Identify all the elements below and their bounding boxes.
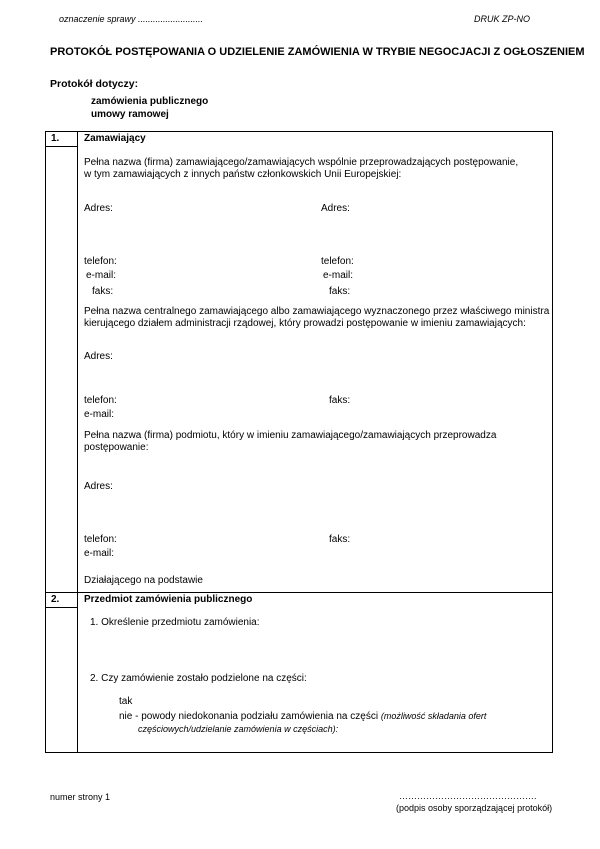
answer-no-text: nie - powody niedokonania podziału zamówienia na części <box>119 711 381 722</box>
basis-label: Działającego na podstawie <box>84 575 203 586</box>
answer-no-note-line2: częściowych/udzielanie zamówienia w częściach): <box>138 724 339 734</box>
concerns-label: Protokół dotyczy: <box>50 78 139 90</box>
division-question: 2. Czy zamówienie zostało podzielone na części: <box>90 673 307 684</box>
entity-phone-label: telefon: <box>84 534 117 545</box>
document-title: PROTOKÓŁ POSTĘPOWANIA O UDZIELENIE ZAMÓWIENIA W TRYBIE NEGOCJACJI Z OGŁOSZENIEM <box>50 46 585 58</box>
signature-line: ………………………………………. <box>399 791 537 801</box>
email-label-2: e-mail: <box>323 270 354 281</box>
entity-fax-label: faks: <box>329 534 351 545</box>
entity-address-label: Adres: <box>84 481 113 492</box>
form-code: DRUK ZP-NO <box>474 14 530 24</box>
central-phone-label: telefon: <box>84 395 117 406</box>
section-1-number: 1. <box>51 133 60 144</box>
answer-yes: tak <box>119 696 133 707</box>
contracting-authority-name-line1: Pełna nazwa (firma) zamawiającego/zamawiających wspólnie przeprowadzających postępowanie, <box>84 157 519 168</box>
address-label-2: Adres: <box>321 203 350 214</box>
number-cell-divider-2 <box>45 607 78 608</box>
subject-description-label: 1. Określenie przedmiotu zamówienia: <box>90 617 260 628</box>
option-public-procurement: zamówienia publicznego <box>91 96 209 107</box>
number-cell-divider <box>45 146 78 147</box>
address-label: Adres: <box>84 203 113 214</box>
case-marking: oznaczenie sprawy .......................... <box>59 14 204 24</box>
entity-name-line2: postępowanie: <box>84 442 149 453</box>
answer-no-note: (możliwość składania ofert <box>380 711 487 721</box>
signature-caption: (podpis osoby sporządzającej protokół) <box>396 803 553 813</box>
phone-label: telefon: <box>84 256 117 267</box>
answer-no <box>119 711 486 722</box>
email-label: e-mail: <box>86 270 117 281</box>
column-divider <box>77 131 78 753</box>
section-2-heading: Przedmiot zamówienia publicznego <box>84 594 253 605</box>
central-address-label: Adres: <box>84 351 113 362</box>
central-fax-label: faks: <box>329 395 351 406</box>
entity-email-label: e-mail: <box>84 548 115 559</box>
central-authority-line2: kierującego działem administracji rządowej, który prowadzi postępowanie w imieniu zamawiających: <box>84 318 526 329</box>
central-email-label: e-mail: <box>84 409 115 420</box>
section-2-number: 2. <box>51 594 60 605</box>
central-authority-line1: Pełna nazwa centralnego zamawiającego albo zamawiającego wyznaczonego przez właściwego ministra <box>84 306 550 317</box>
fax-label: faks: <box>92 286 114 297</box>
phone-label-2: telefon: <box>321 256 354 267</box>
option-framework-agreement: umowy ramowej <box>91 109 169 120</box>
contracting-authority-name-line2: w tym zamawiających z innych państw członkowskich Unii Europejskiej: <box>84 169 402 180</box>
page-number: numer strony 1 <box>50 792 111 802</box>
section-1-heading: Zamawiający <box>84 133 146 144</box>
entity-name-line1: Pełna nazwa (firma) podmiotu, który w imieniu zamawiającego/zamawiających przeprowadza <box>84 430 497 441</box>
fax-label-2: faks: <box>329 286 351 297</box>
section-divider <box>45 592 553 593</box>
